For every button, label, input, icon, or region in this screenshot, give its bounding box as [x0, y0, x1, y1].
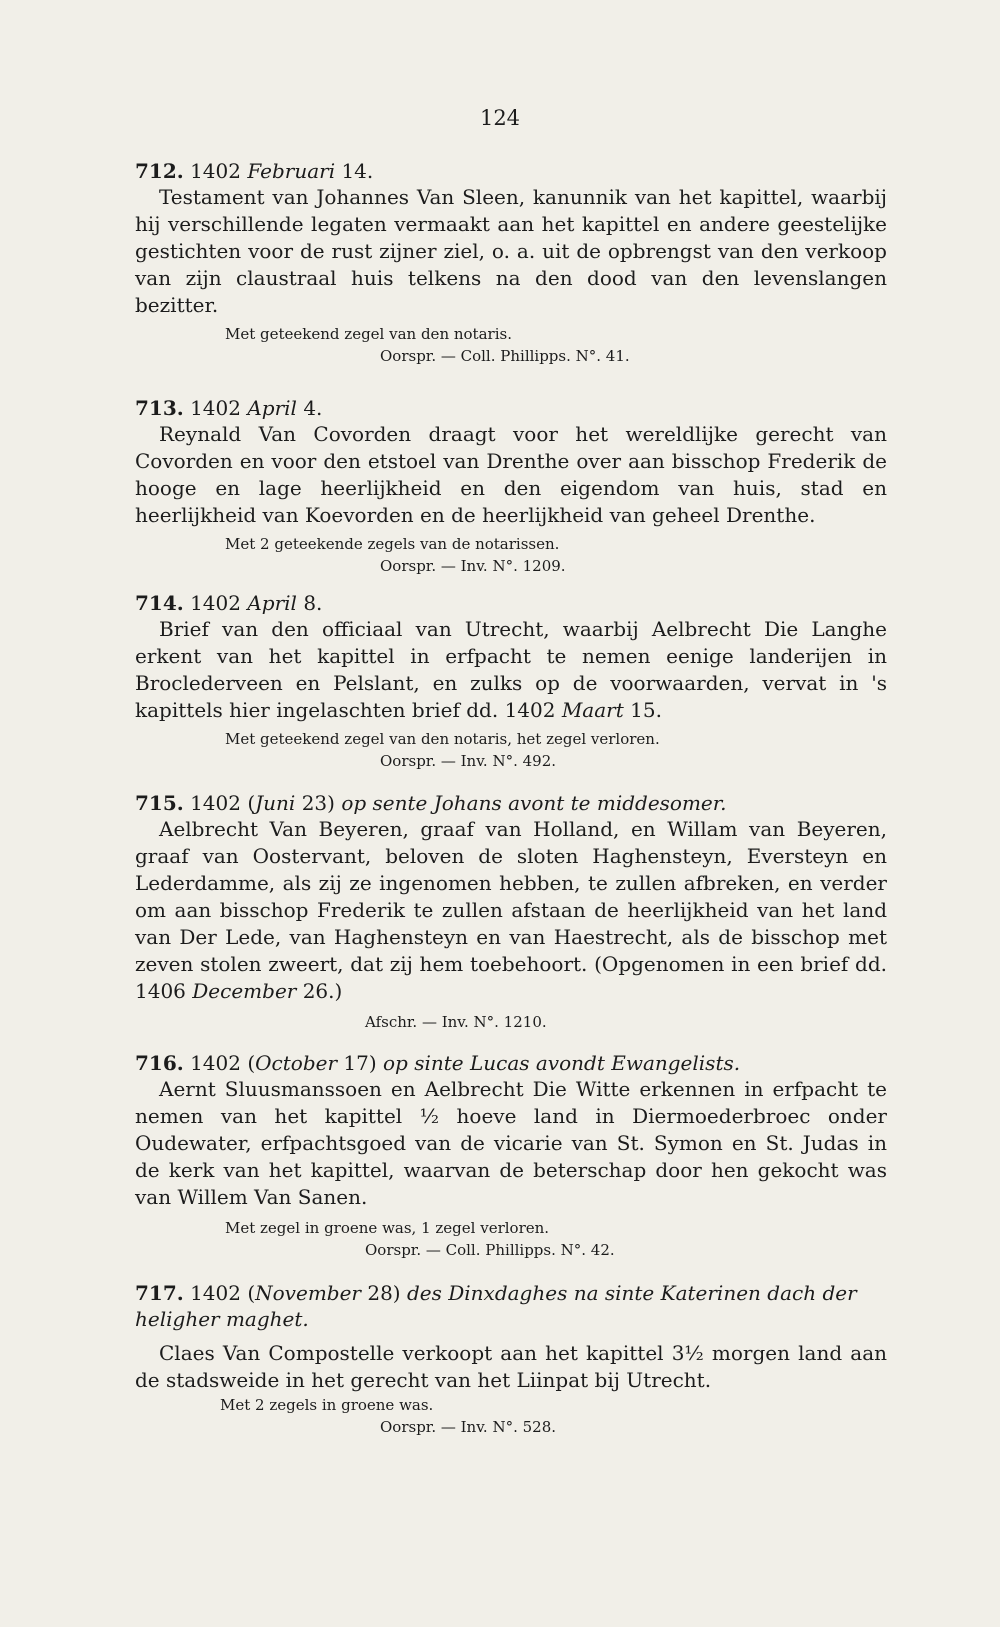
entry-text-month: December	[192, 979, 297, 1003]
entry-source: Oorspr. — Inv. N°. 1209.	[380, 557, 566, 575]
entry-heading-continued	[135, 1306, 887, 1332]
entry-seal-note: Met geteekend zegel van den notaris.	[225, 325, 512, 343]
entry-date-month: April	[247, 396, 297, 420]
entry-715	[135, 790, 887, 1033]
entry-heading	[135, 1280, 887, 1306]
entry-date-feast-continued: heligher maghet.	[135, 1307, 309, 1331]
entry-text-day: 15.	[630, 698, 662, 722]
entry-date-month: October	[255, 1051, 338, 1075]
entry-text-day: 26.)	[302, 979, 343, 1003]
entry-date-day: 17)	[343, 1051, 377, 1075]
entry-seal-note: Met zegel in groene was, 1 zegel verloren.	[225, 1219, 550, 1237]
entry-date-feast: des Dinxdaghes na sinte Katerinen dach der	[406, 1281, 857, 1305]
entry-text-main: Brief van den officiaal van Utrecht, waarbij Aelbrecht Die Langhe erkent van het kapittel in erfpacht te nemen eenige landerijen in Broclederveen en Pelslant, en zulks op de voorwaarden, vervat in 's kapittels hier ingelaschten brief dd. 1402	[135, 617, 887, 722]
entry-date-month: Februari	[247, 159, 336, 183]
entry-date-day: 14.	[341, 159, 374, 183]
entry-date-month: April	[247, 591, 297, 615]
entry-heading	[135, 1050, 887, 1076]
entry-source: Oorspr. — Inv. N°. 492.	[380, 752, 557, 770]
entry-text-main: Aelbrecht Van Beyeren, graaf van Holland, en Willam van Beyeren, graaf van Oostervant, beloven de sloten Haghensteyn, Eversteyn en Lederdamme, als zij ze ingenomen hebben, te zullen afbreken, en verder om aan bisschop Frederik te zullen afstaan de heerlijkheid van het land van Der Lede, van Haghensteyn en van Haestrecht, als de bisschop met zeven stolen zweert, dat zij hem toebehoort. (Opgenomen in een brief dd. 1406	[135, 817, 887, 1003]
entry-number: 713.	[135, 396, 184, 420]
entry-heading	[135, 395, 887, 421]
entry-seal-note: Met 2 zegels in groene was.	[220, 1396, 434, 1414]
page-number: 124	[479, 106, 521, 130]
entry-text-month: Maart	[561, 698, 624, 722]
entry-seal-note: Met 2 geteekende zegels van de notarissen.	[225, 535, 560, 553]
entry-text: Aernt Sluusmanssoen en Aelbrecht Die Witte erkennen in erfpacht te nemen van het kapittel ½ hoeve land in Diermoederbroec onder Oudewater, erfpachtsgoed van de vicarie van St. Symon en St. Judas in de kerk van het kapittel, waarvan de beterschap door hen gekocht was van Willem Van Sanen.	[135, 1077, 887, 1209]
entry-date-feast: op sente Johans avont te middesomer.	[341, 791, 727, 815]
entry-text: Testament van Johannes Van Sleen, kanunnik van het kapittel, waarbij hij verschillende legaten vermaakt aan het kapittel en andere geestelijke gestichten voor de rust zijner ziel, o. a. uit de opbrengst van den verkoop van zijn claustraal huis telkens na den dood van den levenslangen bezitter.	[135, 185, 887, 317]
entry-714	[135, 590, 887, 772]
entry-number: 712.	[135, 159, 184, 183]
entry-date-year: 1402 (	[190, 791, 256, 815]
entry-date-day: 28)	[367, 1281, 401, 1305]
entry-number: 715.	[135, 791, 184, 815]
entry-date-year: 1402	[190, 159, 241, 183]
entry-713	[135, 395, 887, 577]
entry-717	[135, 1280, 887, 1438]
entry-number: 716.	[135, 1051, 184, 1075]
entry-source: Afschr. — Inv. N°. 1210.	[365, 1013, 547, 1031]
entry-text: Reynald Van Covorden draagt voor het wereldlijke gerecht van Covorden en voor den etstoel van Drenthe over aan bisschop Frederik de hooge en lage heerlijkheid en den eigendom van huis, stad en heerlijkheid van Koevorden en de heerlijkheid van geheel Drenthe.	[135, 422, 887, 527]
entry-heading	[135, 590, 887, 616]
entry-date-day: 8.	[303, 591, 323, 615]
entry-source: Oorspr. — Coll. Phillipps. N°. 42.	[365, 1241, 615, 1259]
entry-source: Oorspr. — Coll. Phillipps. N°. 41.	[380, 347, 630, 365]
entry-date-year: 1402 (	[190, 1281, 256, 1305]
entry-date-day: 4.	[303, 396, 323, 420]
entry-seal-note: Met geteekend zegel van den notaris, het zegel verloren.	[225, 730, 660, 748]
entry-heading	[135, 158, 887, 184]
entry-date-year: 1402 (	[190, 1051, 256, 1075]
entry-text	[135, 616, 887, 724]
entry-text	[135, 816, 887, 1005]
entry-date-month: Juni	[255, 791, 296, 815]
entry-date-month: November	[255, 1281, 361, 1305]
entry-number: 714.	[135, 591, 184, 615]
entry-date-day: 23)	[301, 791, 335, 815]
entry-number: 717.	[135, 1281, 184, 1305]
entry-date-year: 1402	[190, 396, 241, 420]
entry-heading	[135, 790, 887, 816]
entry-date-year: 1402	[190, 591, 241, 615]
entry-source: Oorspr. — Inv. N°. 528.	[380, 1418, 557, 1436]
entry-716	[135, 1050, 887, 1261]
entry-text: Claes Van Compostelle verkoopt aan het kapittel 3½ morgen land aan de stadsweide in het gerecht van het Liinpat bij Utrecht.	[135, 1341, 887, 1392]
entry-712	[135, 158, 887, 367]
entry-date-feast: op sinte Lucas avondt Ewangelists.	[383, 1051, 741, 1075]
